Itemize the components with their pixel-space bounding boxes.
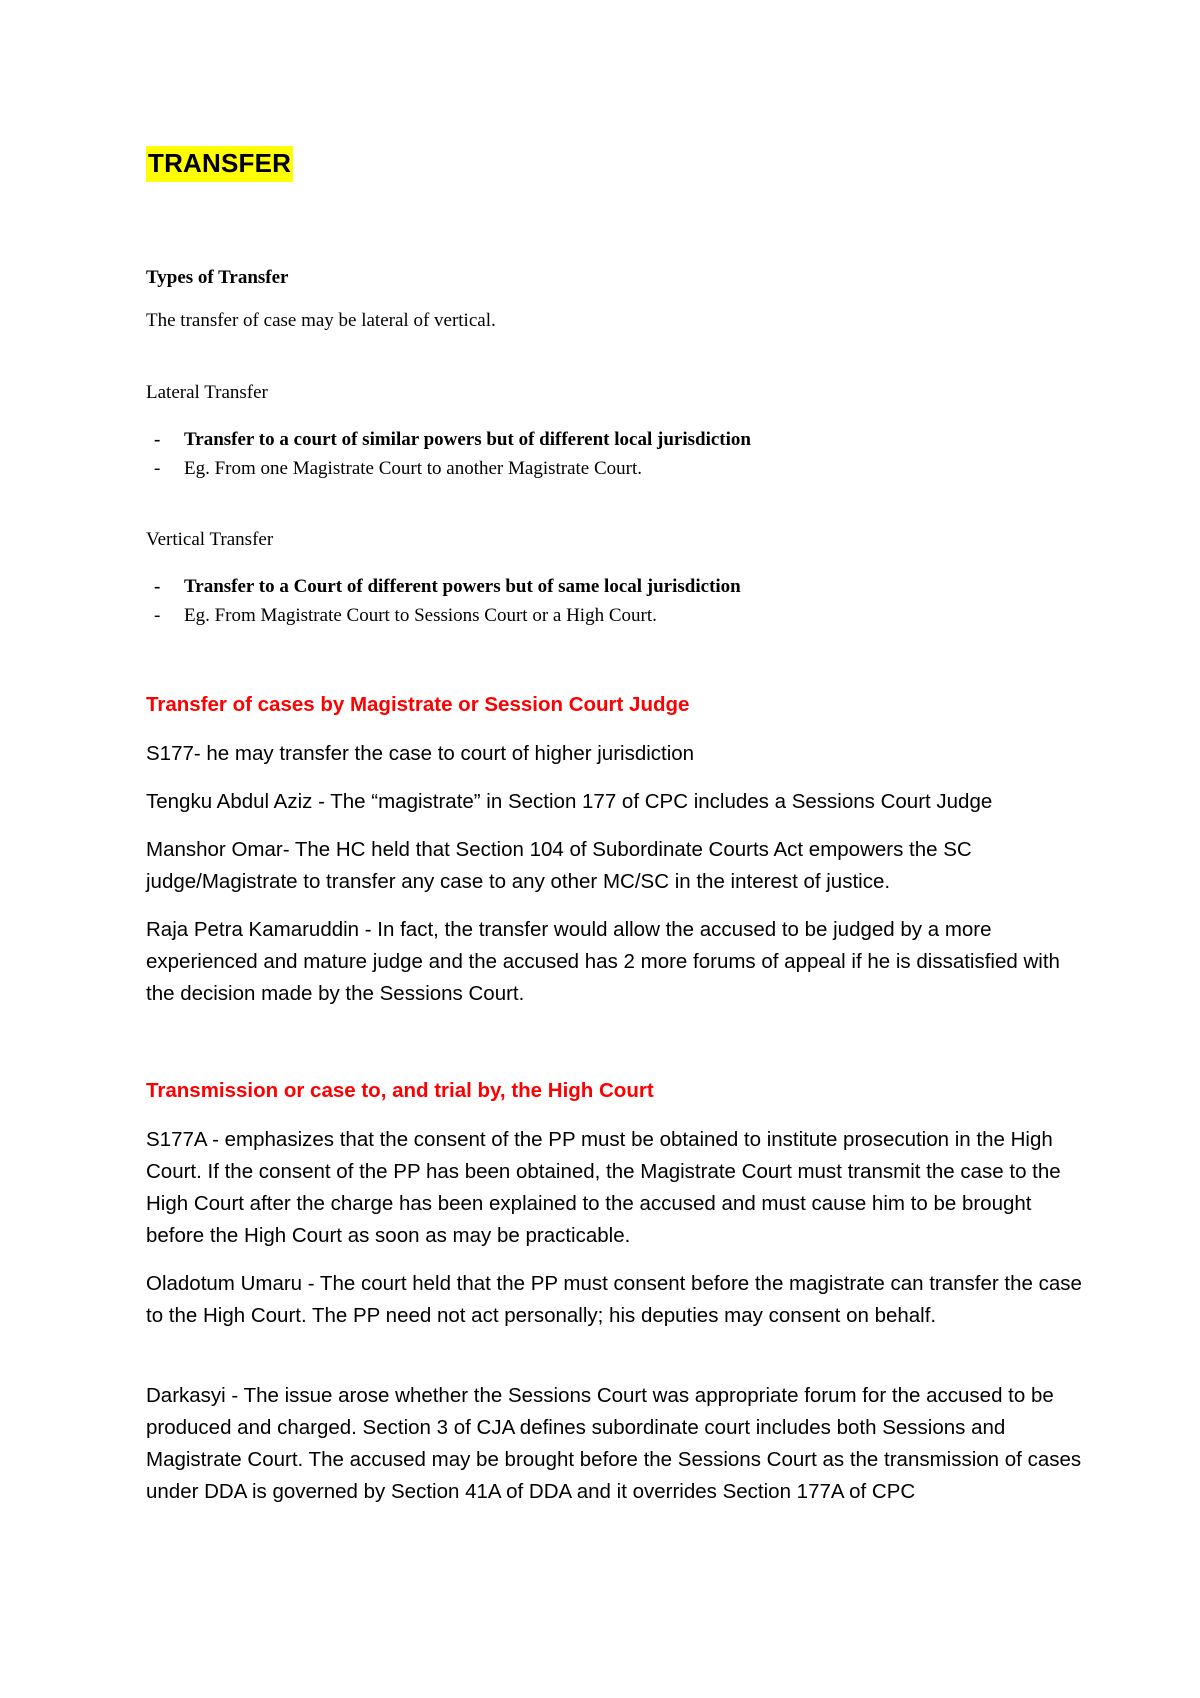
bullet-dash: - xyxy=(154,429,161,450)
list-item xyxy=(146,425,1106,454)
transfer-of-cases-heading: Transfer of cases by Magistrate or Session Court Judge xyxy=(146,693,690,716)
list-item-text: Eg. From one Magistrate Court to another Magistrate Court. xyxy=(184,458,643,479)
list-item xyxy=(146,572,1106,601)
types-of-transfer-text: The transfer of case may be lateral of vertical. xyxy=(146,310,496,331)
vertical-transfer-list xyxy=(146,572,1106,630)
document-title-text: TRANSFER xyxy=(146,146,293,182)
list-item xyxy=(146,454,1106,483)
list-item-text: Eg. From Magistrate Court to Sessions Court or a High Court. xyxy=(184,605,657,626)
bullet-dash: - xyxy=(154,576,161,597)
bullet-dash: - xyxy=(154,458,161,479)
bullet-dash: - xyxy=(154,605,161,626)
transmission-heading: Transmission or case to, and trial by, the High Court xyxy=(146,1079,654,1102)
lateral-transfer-heading: Lateral Transfer xyxy=(146,382,268,403)
document-title xyxy=(146,150,293,176)
paragraph-manshor-omar: Manshor Omar- The HC held that Section 104 of Subordinate Courts Act empowers the SC judge/Magistrate to transfer any case to any other MC/SC in the interest of justice. xyxy=(146,838,972,893)
list-item-text: Transfer to a court of similar powers but of different local jurisdiction xyxy=(184,429,751,450)
types-of-transfer-heading: Types of Transfer xyxy=(146,267,289,288)
lateral-transfer-list xyxy=(146,425,1106,483)
paragraph-s177a: S177A - emphasizes that the consent of the PP must be obtained to institute prosecution in the High Court. If the consent of the PP has been obtained, the Magistrate Court must transmit the case to the High Court after the charge has been explained to the accused and must cause him to be brought before the High Court as soon as may be practicable. xyxy=(146,1128,1061,1247)
paragraph-raja-petra-kamaruddin: Raja Petra Kamaruddin - In fact, the transfer would allow the accused to be judged by a more experienced and mature judge and the accused has 2 more forums of appeal if he is dissatisfied with the decision made by the Sessions Court. xyxy=(146,918,1060,1005)
paragraph-darkasyi: Darkasyi - The issue arose whether the Sessions Court was appropriate forum for the accused to be produced and charged. Section 3 of CJA defines subordinate court includes both Sessions and Magistrate Court. The accused may be brought before the Sessions Court as the transmission of cases under DDA is governed by Section 41A of DDA and it overrides Section 177A of CPC xyxy=(146,1384,1082,1503)
paragraph-oladotum-umaru: Oladotum Umaru - The court held that the PP must consent before the magistrate can transfer the case to the High Court. The PP need not act personally; his deputies may consent on behalf. xyxy=(146,1272,1082,1327)
paragraph-s177: S177- he may transfer the case to court of higher jurisdiction xyxy=(146,742,695,765)
vertical-transfer-heading: Vertical Transfer xyxy=(146,529,274,550)
list-item-text: Transfer to a Court of different powers but of same local jurisdiction xyxy=(184,576,741,597)
paragraph-tengku-abdul-aziz: Tengku Abdul Aziz - The “magistrate” in Section 177 of CPC includes a Sessions Court Judge xyxy=(146,790,993,813)
list-item xyxy=(146,601,1106,630)
